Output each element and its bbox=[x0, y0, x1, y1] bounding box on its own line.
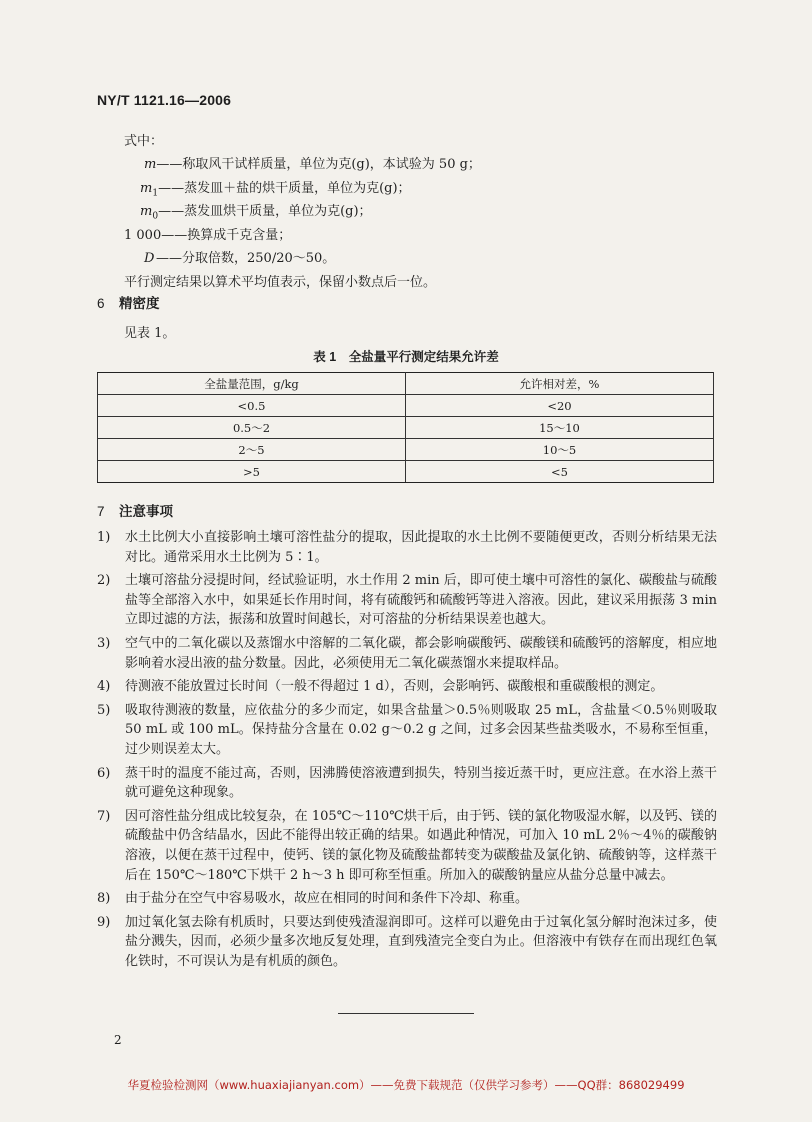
table-row bbox=[98, 461, 714, 483]
section-6-text: 见表 1。 bbox=[124, 326, 176, 341]
list-item bbox=[97, 701, 717, 760]
item-number: 4) bbox=[97, 679, 111, 695]
standard-code: NY/T 1121.16—2006 bbox=[97, 92, 232, 108]
item-number: 9) bbox=[97, 914, 111, 930]
section-number: 7 bbox=[97, 504, 105, 519]
item-text: 吸取待测液的数量，应依盐分的多少而定，如果含盐量＞0.5％则吸取 25 mL，含盐量＜0.5％则吸取 50 mL 或 100 mL。保持盐分含量在 0.02 g～0.2 g 之间，过多会因某些盐类吸水，不易称至恒重，过少则误差太大。 bbox=[125, 702, 717, 757]
list-item bbox=[97, 571, 717, 630]
item-text: 蒸干时的温度不能过高，否则，因沸腾使溶液遭到损失，特别当接近蒸干时，更应注意。在水浴上蒸干就可避免这种现象。 bbox=[125, 765, 717, 801]
term-symbol: $m_0$ bbox=[140, 204, 159, 222]
table-row bbox=[98, 417, 714, 439]
term-symbol: 1 000 bbox=[124, 227, 162, 243]
table-cell: 10～5 bbox=[406, 439, 714, 461]
list-item bbox=[97, 807, 717, 885]
table-header-salt-range: 全盐量范围，g/kg bbox=[98, 373, 406, 395]
item-text: 待测液不能放置过长时间（一般不得超过 1 d），否则，会影响钙、碳酸根和重碳酸根的测定。 bbox=[125, 679, 664, 695]
term-symbol: $m_1$ bbox=[140, 180, 159, 199]
section-7-heading bbox=[97, 500, 173, 520]
formula-term-d bbox=[144, 247, 335, 271]
list-item bbox=[97, 677, 717, 697]
term-symbol: D bbox=[144, 251, 155, 266]
term-description: ——分取倍数，250/20～50。 bbox=[156, 251, 336, 266]
tolerance-table bbox=[97, 372, 714, 483]
table-cell: <5 bbox=[406, 461, 714, 483]
item-text: 加过氧化氢去除有机质时，只要达到使残渣湿润即可。这样可以避免由于过氧化氢分解时泡沫过多，使盐分溅失，因而，必须少量多次地反复处理，直到残渣完全变白为止。但溶液中有铁存在而出现红色氧化铁时，不可误认为是有机质的颜色。 bbox=[125, 914, 717, 969]
item-number: 6) bbox=[97, 765, 111, 781]
table-header-relative-diff: 允许相对差，% bbox=[406, 373, 714, 395]
formula-result-note: 平行测定结果以算术平均值表示，保留小数点后一位。 bbox=[124, 274, 437, 290]
table-row bbox=[98, 439, 714, 461]
item-text: 土壤可溶盐分浸提时间，经试验证明，水土作用 2 min 后，即可使土壤中可溶性的氯化、碳酸盐与硫酸盐等全部溶入水中，如果延长作用时间，将有硫酸钙和硫酸钙等进入溶液。因此，建议采用振荡 3 min 立即过滤的方法，振荡和放置时间越长，对可溶盐的分析结果误差也越大。 bbox=[125, 573, 717, 628]
term-symbol: m bbox=[144, 157, 157, 172]
item-number: 8) bbox=[97, 891, 111, 907]
item-number: 2) bbox=[97, 573, 111, 589]
section-title: 注意事项 bbox=[119, 504, 173, 519]
item-number: 7) bbox=[97, 808, 111, 824]
list-item bbox=[97, 913, 717, 972]
section-number: 6 bbox=[97, 296, 105, 311]
term-description: ——换算成千克含量； bbox=[161, 227, 292, 243]
item-number: 1) bbox=[97, 530, 111, 545]
item-number: 5) bbox=[97, 702, 111, 718]
table-row bbox=[98, 395, 714, 417]
list-item bbox=[97, 764, 717, 803]
item-number: 3) bbox=[97, 635, 111, 651]
table-cell: 2～5 bbox=[98, 439, 406, 461]
notes-list bbox=[97, 528, 717, 975]
formula-intro: 式中： bbox=[124, 134, 164, 149]
term-description: ——称取风干试样质量，单位为克(g)，本试验为 50 g； bbox=[156, 157, 481, 172]
item-text: 空气中的二氧化碳以及蒸馏水中溶解的二氧化碳，都会影响碳酸钙、碳酸镁和硫酸钙的溶解度，相应地影响着水浸出液的盐分数量。因此，必须使用无二氧化碳蒸馏水来提取样品。 bbox=[125, 635, 717, 671]
page-number: 2 bbox=[114, 1033, 122, 1047]
end-of-document-rule bbox=[338, 1013, 474, 1014]
section-6-heading bbox=[97, 292, 160, 312]
section-title: 精密度 bbox=[119, 296, 160, 311]
list-item bbox=[97, 528, 717, 567]
term-description: ——蒸发皿烘干质量，单位为克(g)； bbox=[158, 204, 372, 219]
table-cell: 15～10 bbox=[406, 417, 714, 439]
term-description: ——蒸发皿＋盐的烘干质量，单位为克(g)； bbox=[158, 180, 411, 196]
table-cell: <0.5 bbox=[98, 395, 406, 417]
table-caption: 表 1 全盐量平行测定结果允许差 bbox=[313, 350, 499, 364]
item-text: 由于盐分在空气中容易吸水，故应在相同的时间和条件下冷却、称重。 bbox=[125, 891, 529, 907]
formula-term-1000 bbox=[124, 224, 291, 248]
table-cell: 0.5～2 bbox=[98, 417, 406, 439]
list-item bbox=[97, 889, 717, 909]
table-cell: <20 bbox=[406, 395, 714, 417]
site-footer: 华夏检验检测网（www.huaxiajianyan.com）——免费下载规范（仅供学习参考）——QQ群：868029499 bbox=[127, 1078, 685, 1092]
table-cell: >5 bbox=[98, 461, 406, 483]
list-item bbox=[97, 634, 717, 673]
item-text: 因可溶性盐分组成比较复杂，在 105℃～110℃烘干后，由于钙、镁的氯化物吸湿水解，以及钙、镁的硫酸盐中仍含结晶水，因此不能得出较正确的结果。如遇此种情况，可加入 10 mL 2％～4％的碳酸钠溶液，以便在蒸干过程中，使钙、镁的氯化物及硫酸盐都转变为碳酸盐及氯化钠、硫酸钠等，这样蒸干后在 150℃～180℃下烘干 2 h～3 h 即可称至恒重。所加入的碳酸钠量应从盐分总量中减去。 bbox=[125, 808, 717, 883]
item-text: 水土比例大小直接影响土壤可溶性盐分的提取，因此提取的水土比例不要随便更改，否则分析结果无法对比。通常采用水土比例为 5∶1。 bbox=[125, 530, 717, 565]
